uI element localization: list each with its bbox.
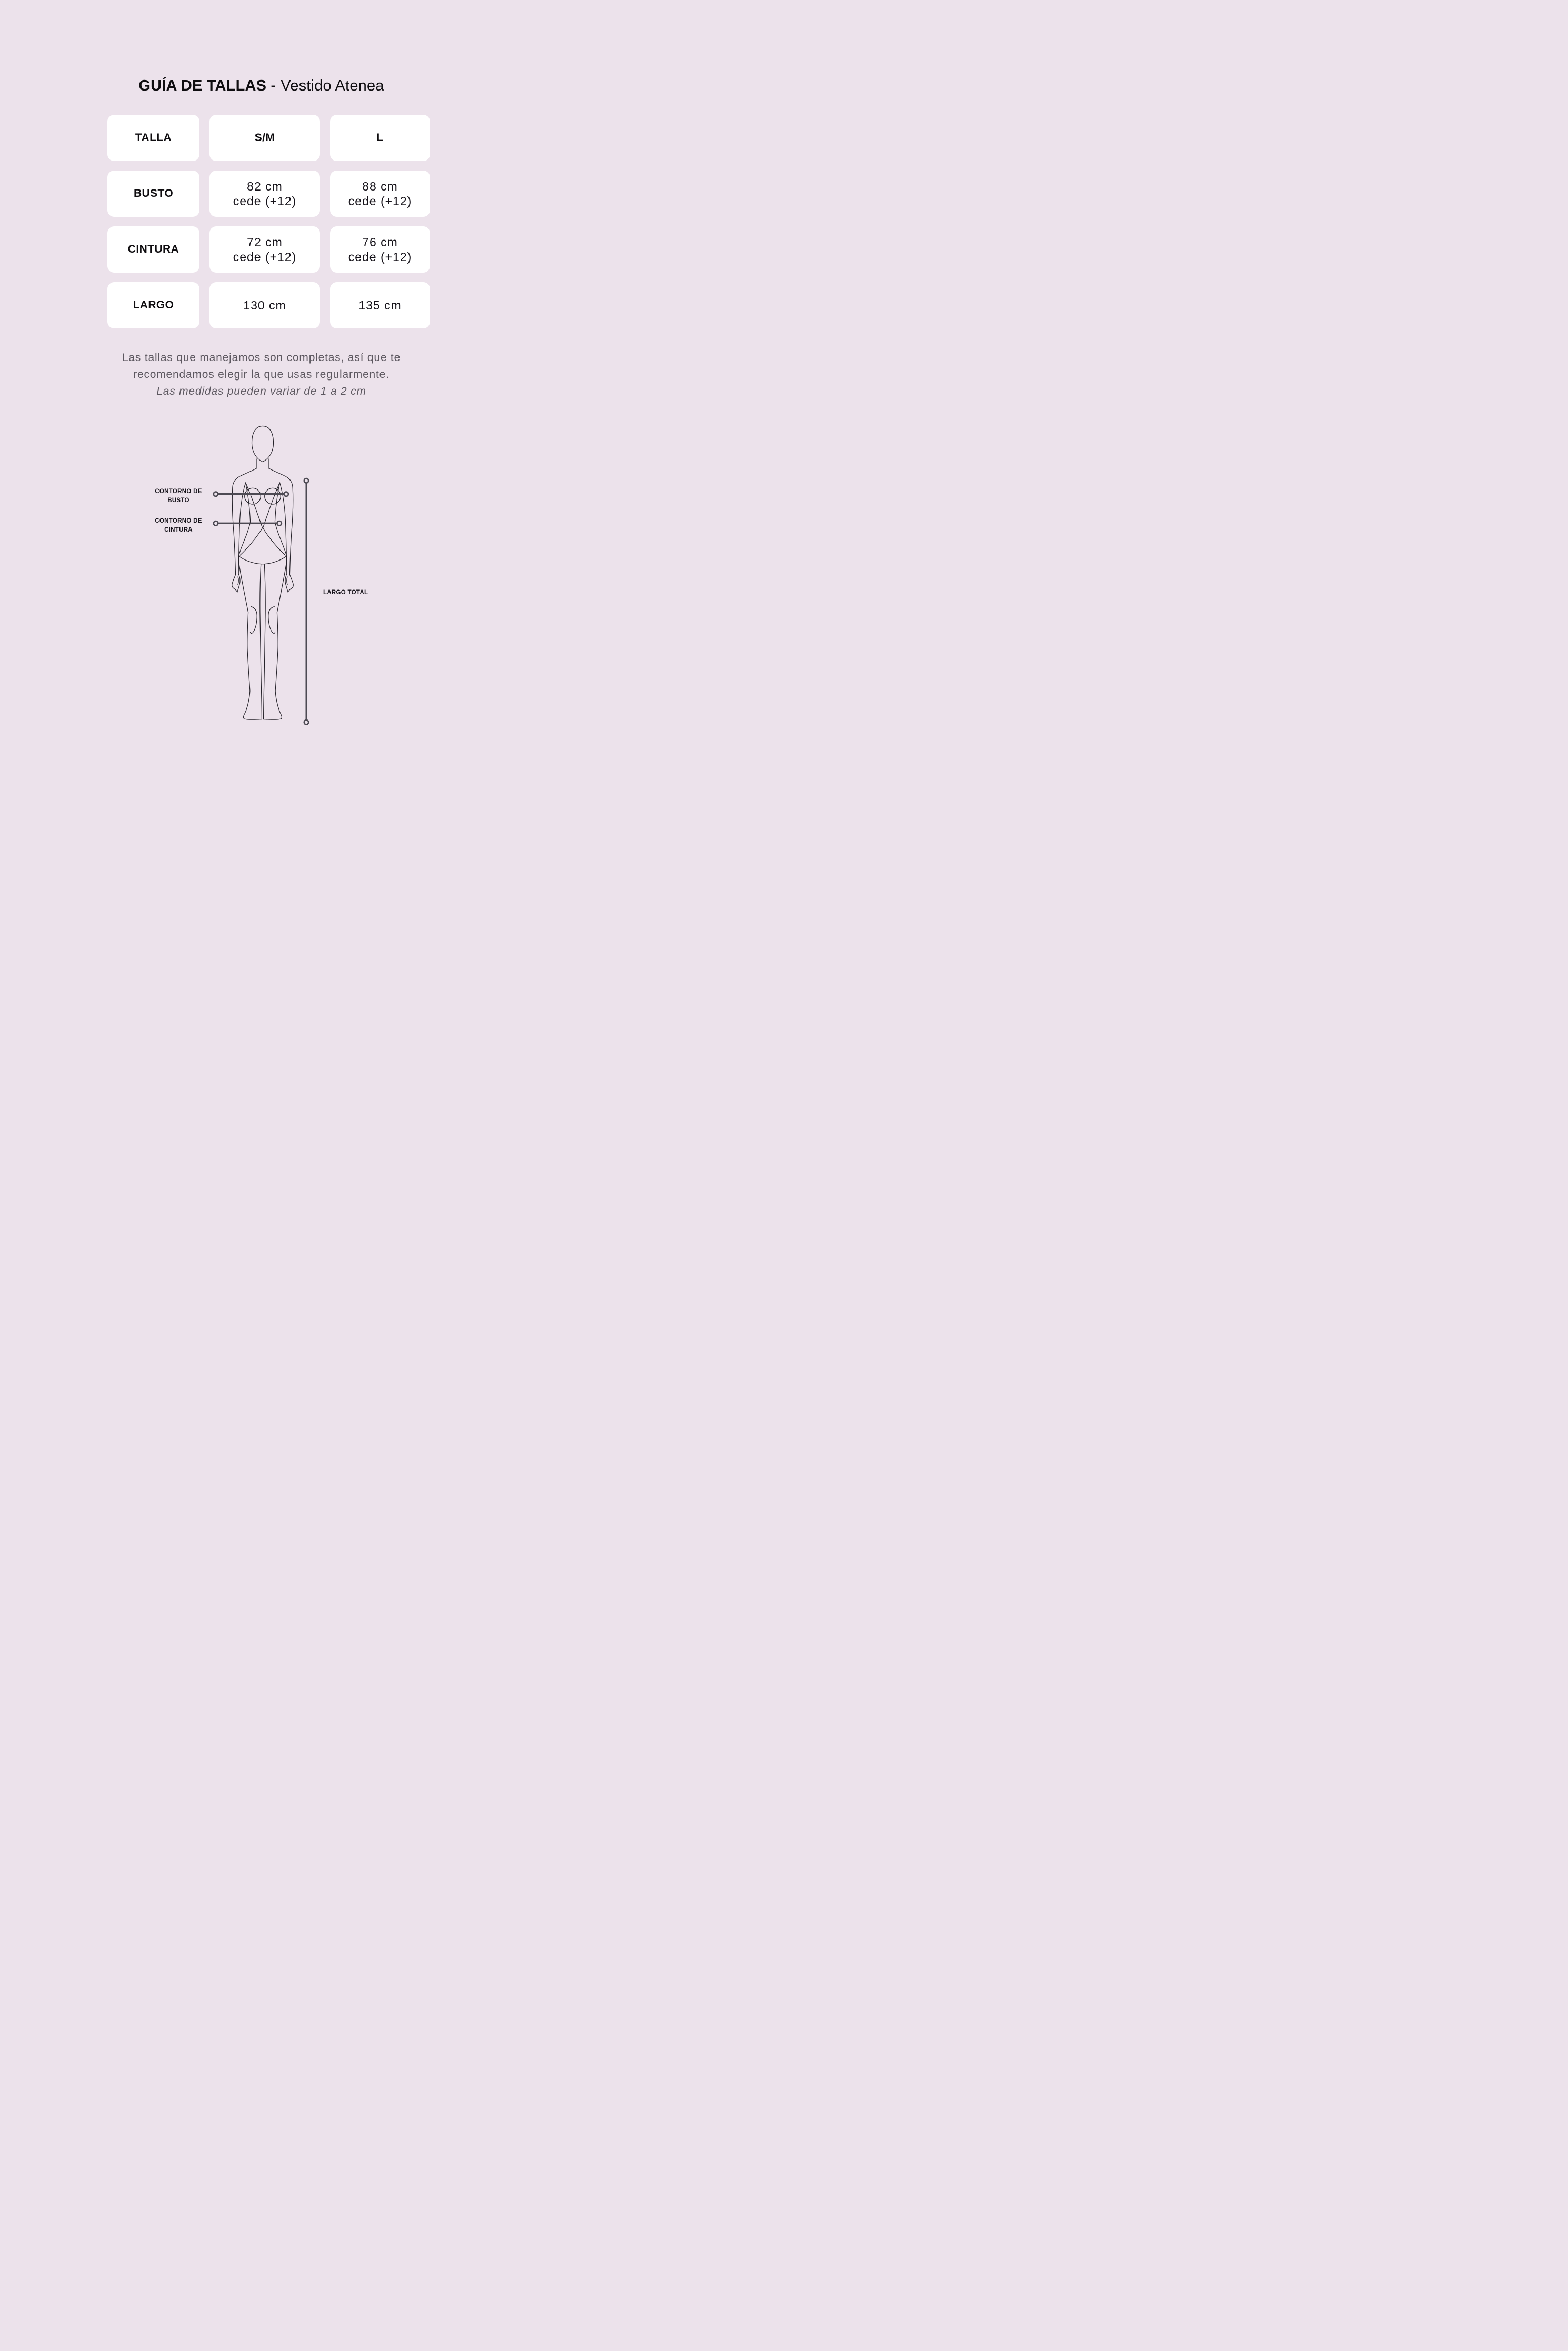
size-table — [107, 115, 430, 328]
sizing-note-line3: Las medidas pueden variar de 1 a 2 cm — [156, 385, 366, 397]
waist-contour-label-line1: CONTORNO DE — [155, 518, 202, 524]
length-measure-ring-bottom — [304, 720, 308, 724]
knee-mark-right — [268, 607, 275, 634]
table-row-label-largo — [107, 282, 199, 328]
busto-label: BUSTO — [133, 187, 174, 199]
waist-measure-ring-right — [277, 521, 282, 525]
waist-contour-label-line2: CINTURA — [164, 526, 193, 533]
right-arm-inner — [280, 483, 288, 592]
sizing-note — [0, 349, 523, 400]
largo-l-value: 135 cm — [358, 298, 402, 312]
cintura-label: CINTURA — [127, 243, 179, 255]
bust-circle-right — [265, 488, 281, 504]
table-row-label-cintura — [107, 226, 199, 273]
table-header-talla — [107, 115, 199, 161]
bust-measure-ring-right — [284, 492, 288, 496]
outer-leg-left — [238, 561, 262, 720]
busto-sm-note: cede (+12) — [233, 194, 297, 208]
bust-circle-left — [245, 488, 261, 504]
cintura-sm-value: 72 cm — [247, 235, 283, 249]
total-length-label-text: LARGO TOTAL — [323, 589, 368, 596]
body-outline — [232, 426, 294, 720]
sizing-note-line1: Las tallas que manejamos son completas, así que te — [122, 352, 401, 364]
table-header-l-label: L — [376, 132, 384, 144]
neck-lines — [257, 459, 268, 468]
outer-leg-right — [264, 561, 287, 720]
bust-contour-label-line1: CONTORNO DE — [155, 488, 202, 495]
table-cell-cintura-sm — [209, 226, 320, 273]
length-measure-ring-top — [304, 478, 308, 483]
cintura-sm-note: cede (+12) — [233, 250, 297, 264]
table-cell-busto-sm — [209, 171, 320, 217]
table-cell-cintura-l — [330, 226, 430, 273]
head-outline — [252, 426, 274, 462]
inner-leg-right — [264, 564, 266, 719]
sizing-note-line2: recomendamos elegir la que usas regularmente. — [133, 368, 389, 381]
waist-contour-label — [136, 517, 221, 534]
table-cell-busto-l — [330, 171, 430, 217]
total-length-label — [323, 588, 407, 597]
left-arm-inner — [237, 483, 246, 592]
page-title-regular: Vestido Atenea — [281, 77, 384, 94]
bust-contour-label — [136, 487, 221, 505]
cintura-l-value: 76 cm — [362, 235, 398, 249]
busto-l-note: cede (+12) — [348, 194, 412, 208]
table-cell-largo-sm — [209, 282, 320, 328]
largo-label: LARGO — [133, 299, 174, 311]
busto-sm-value: 82 cm — [247, 179, 283, 193]
knee-mark-left — [251, 607, 257, 634]
table-header-sm — [209, 115, 320, 161]
panty-line — [239, 556, 287, 564]
table-header-talla-label: TALLA — [135, 132, 172, 144]
bust-contour-label-line2: BUSTO — [167, 497, 189, 504]
largo-sm-value: 130 cm — [243, 298, 286, 312]
size-guide-page — [0, 0, 523, 784]
table-header-sm-label: S/M — [254, 132, 275, 144]
inner-leg-left — [260, 564, 262, 719]
cintura-l-note: cede (+12) — [348, 250, 412, 264]
table-header-l — [330, 115, 430, 161]
page-title — [0, 77, 523, 95]
page-title-bold: GUÍA DE TALLAS - — [138, 77, 276, 94]
busto-l-value: 88 cm — [362, 179, 398, 193]
table-cell-largo-l — [330, 282, 430, 328]
table-row-label-busto — [107, 171, 199, 217]
croquis-figure — [0, 421, 523, 747]
